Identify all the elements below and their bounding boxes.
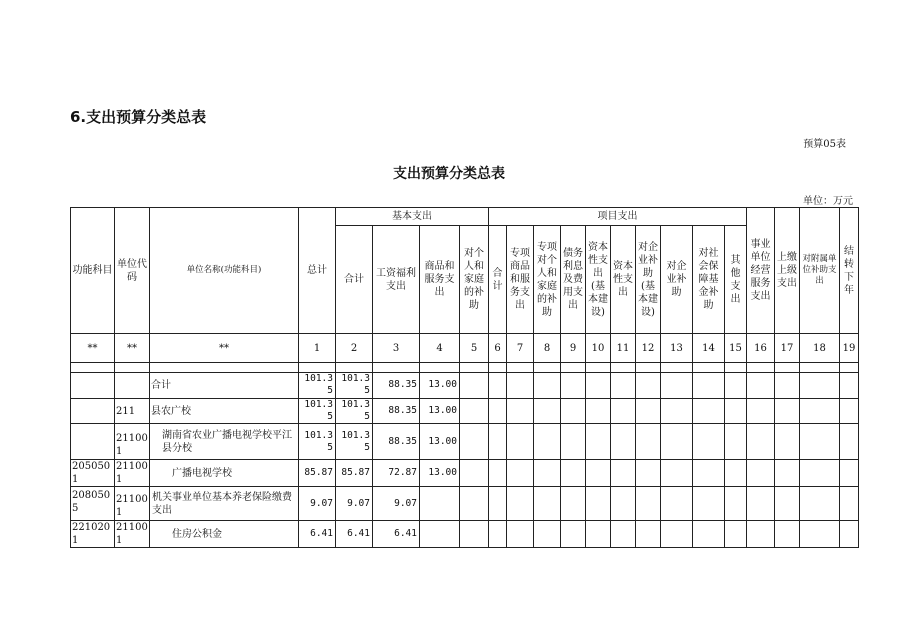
salary-cell: 9.07	[373, 487, 420, 521]
unit-code-cell: 211001	[115, 424, 150, 460]
header-project-enterprise: 对企业补助	[661, 226, 693, 334]
unit-code-cell: 211	[115, 398, 150, 424]
index-cell: 1	[299, 334, 336, 363]
salary-cell: 72.87	[373, 460, 420, 487]
header-project-personal: 专项对个人和家庭的补助	[534, 226, 561, 334]
goods-cell: 13.00	[420, 398, 460, 424]
header-carryover: 结转下年	[840, 208, 859, 334]
index-cell: 3	[373, 334, 420, 363]
header-basic-personal: 对个人和家庭的补助	[460, 226, 489, 334]
section-title: 6.支出预算分类总表	[70, 108, 207, 126]
total-cell: 6.41	[299, 521, 336, 548]
unit-code-cell: 211001	[116, 522, 148, 547]
header-project-capital-construction: 资本性支出(基本建设)	[586, 226, 611, 334]
index-cell: 19	[840, 334, 859, 363]
unit-code-cell: 211001	[115, 487, 150, 521]
index-cell: 13	[661, 334, 693, 363]
basic-total-cell: 101.35	[336, 373, 373, 399]
header-row-1	[71, 208, 859, 226]
total-cell: 101.35	[299, 373, 336, 399]
header-project-capital: 资本性支出	[611, 226, 636, 334]
unit-label: 单位：万元	[803, 196, 853, 207]
index-cell: 10	[586, 334, 611, 363]
func-code-cell: 2210201	[71, 521, 115, 548]
header-unit-name: 单位名称(功能科目)	[150, 208, 299, 334]
header-project-debt: 债务利息及费用支出	[561, 226, 586, 334]
header-project-expenditure: 项目支出	[489, 208, 747, 226]
table-row	[71, 373, 859, 399]
unit-name-cell: 机关事业单位基本养老保险缴费支出	[150, 487, 299, 521]
total-cell: 101.35	[299, 398, 336, 424]
index-cell: **	[150, 334, 299, 363]
total-cell: 101.35	[299, 424, 336, 460]
budget-expenditure-table	[70, 207, 859, 548]
header-basic-goods: 商品和服务支出	[420, 226, 460, 334]
header-business-service: 事业单位经营服务支出	[747, 208, 775, 334]
unit-code-cell	[115, 373, 150, 399]
index-cell: 5	[460, 334, 489, 363]
table-reference-label: 预算05表	[803, 139, 846, 150]
unit-name-cell: 湖南省农业广播电视学校平江县分校	[150, 424, 299, 460]
spacer-row	[71, 363, 859, 373]
header-func-code: 功能科目	[71, 208, 115, 334]
index-cell: 15	[725, 334, 747, 363]
header-project-goods: 专项商品和服务支出	[507, 226, 534, 334]
salary-cell: 6.41	[373, 521, 420, 548]
header-basic-salary: 工资福利支出	[373, 226, 420, 334]
index-cell: **	[115, 334, 150, 363]
index-cell: 4	[420, 334, 460, 363]
table-row	[71, 521, 859, 548]
func-code-cell	[71, 398, 115, 424]
func-code-cell	[71, 373, 115, 399]
salary-cell: 88.35	[373, 424, 420, 460]
header-unit-code: 单位代码	[115, 208, 150, 334]
header-affiliated-subsidy: 对附属单位补助支出	[800, 208, 840, 334]
index-cell: 11	[611, 334, 636, 363]
header-project-other: 其他支出	[725, 226, 747, 334]
index-cell: 18	[800, 334, 840, 363]
header-basic-total: 合计	[336, 226, 373, 334]
unit-name-cell: 县农广校	[150, 398, 299, 424]
index-cell: 6	[489, 334, 507, 363]
index-row	[71, 334, 859, 363]
header-upper-level: 上缴上级支出	[775, 208, 800, 334]
header-total: 总计	[299, 208, 336, 334]
unit-name-cell: 合计	[150, 373, 299, 399]
table-row	[71, 460, 859, 487]
basic-total-cell: 9.07	[336, 487, 373, 521]
unit-name-cell: 广播电视学校	[150, 460, 299, 487]
index-cell: 14	[693, 334, 725, 363]
goods-cell	[420, 521, 460, 548]
goods-cell: 13.00	[420, 424, 460, 460]
table-row	[71, 424, 859, 460]
index-cell: 9	[561, 334, 586, 363]
index-cell: 16	[747, 334, 775, 363]
index-cell: 8	[534, 334, 561, 363]
index-cell: 17	[775, 334, 800, 363]
basic-total-cell: 6.41	[336, 521, 373, 548]
goods-cell	[420, 487, 460, 521]
func-code-cell	[71, 424, 115, 460]
func-code-cell: 2080505	[71, 487, 115, 521]
basic-total-cell: 101.35	[336, 424, 373, 460]
header-project-enterprise-construction: 对企业补助(基本建设)	[636, 226, 661, 334]
goods-cell: 13.00	[420, 373, 460, 399]
basic-total-cell: 101.35	[336, 398, 373, 424]
table-title: 支出预算分类总表	[393, 166, 505, 182]
index-cell: 7	[507, 334, 534, 363]
unit-name-cell: 住房公积金	[150, 521, 299, 548]
header-basic-expenditure: 基本支出	[336, 208, 489, 226]
unit-code-cell: 211001	[116, 461, 148, 486]
salary-cell: 88.35	[373, 373, 420, 399]
total-cell: 9.07	[299, 487, 336, 521]
index-cell: **	[71, 334, 115, 363]
basic-total-cell: 85.87	[336, 460, 373, 487]
header-project-social: 对社会保障基金补助	[693, 226, 725, 334]
func-code-cell: 2050501	[71, 460, 115, 487]
index-cell: 2	[336, 334, 373, 363]
goods-cell: 13.00	[420, 460, 460, 487]
table-row	[71, 487, 859, 521]
header-project-total: 合计	[489, 226, 507, 334]
total-cell: 85.87	[299, 460, 336, 487]
index-cell: 12	[636, 334, 661, 363]
salary-cell: 88.35	[373, 398, 420, 424]
table-row	[71, 398, 859, 424]
